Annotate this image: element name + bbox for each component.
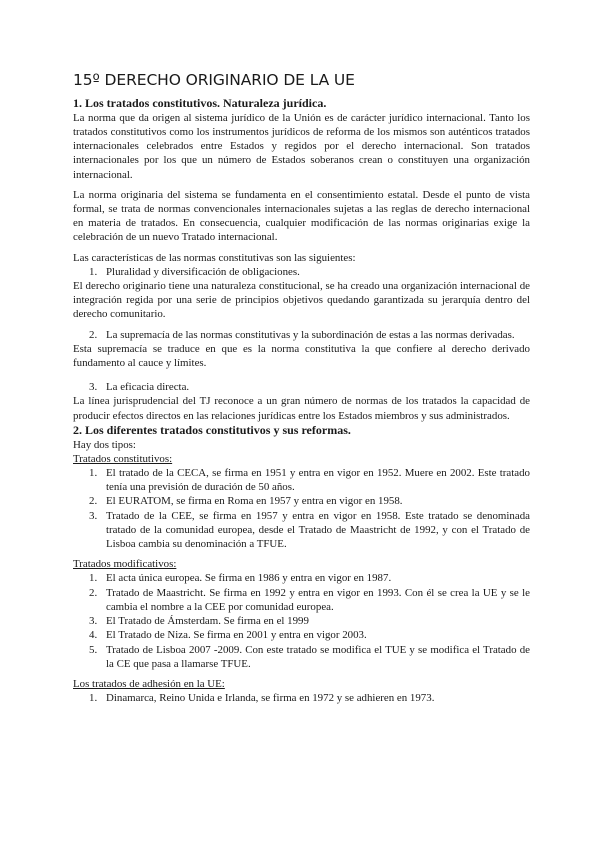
list-item-text: Dinamarca, Reino Unida e Irlanda, se firma en 1972 y se adhieren en 1973. (106, 692, 435, 705)
list-number: 1. (89, 467, 98, 480)
paragraph: La norma originaria del sistema se fundamenta en el consentimiento estatal. Desde el punto de vista formal, se trata de normas convencionales internacionales sujetas a las reglas de derecho internacional en materia de tratados. En consecuencia, cualquier modificación de las normas originarias exige la celebración de un nuevo Tratado internacional. (73, 188, 530, 244)
list-item (73, 586, 530, 614)
section-1-heading: 1. Los tratados constitutivos. Naturaleza jurídica. (73, 96, 327, 110)
list-number: 1. (89, 265, 98, 278)
constitutivos-list (73, 466, 530, 551)
list-item (73, 614, 530, 628)
list-number: 3. (89, 615, 98, 628)
characteristics-list-3 (73, 380, 530, 394)
list-item (73, 466, 530, 494)
list-item-text: Tratado de Maastricht. Se firma en 1992 y entra en vigor en 1993. Con él se crea la UE y se le cambia el nombre a la CEE por comunidad europea. (106, 586, 530, 613)
list-item-text: El Tratado de Niza. Se firma en 2001 y entra en vigor 2003. (106, 629, 367, 642)
list-item-text: La supremacía de las normas constitutivas y la subordinación de estas a las normas derivadas. (106, 328, 515, 341)
list-number: 4. (89, 629, 98, 642)
subsection-label-adhesion: Los tratados de adhesión en la UE: (73, 677, 225, 690)
list-item (73, 571, 530, 585)
list-number: 3. (89, 381, 98, 394)
list-item (73, 494, 530, 508)
list-item-text: El acta única europea. Se firma en 1986 y entra en vigor en 1987. (106, 572, 392, 585)
list-item (73, 691, 530, 705)
adhesion-list (73, 691, 530, 705)
list-item (73, 628, 530, 642)
characteristics-list-1 (73, 265, 530, 279)
paragraph: Hay dos tipos: (73, 438, 136, 451)
list-number: 2. (89, 586, 98, 599)
list-item (73, 509, 530, 552)
subsection-label-constitutivos: Tratados constitutivos: (73, 452, 173, 465)
list-item-text: Tratado de Lisboa 2007 -2009. Con este tratado se modifica el TUE y se modifica el Tratado de la CE que pasa a llamarse TFUE. (106, 643, 530, 670)
list-item (73, 380, 530, 394)
list-item (73, 328, 530, 342)
list-item-text: La eficacia directa. (106, 381, 190, 394)
list-item-text: Tratado de la CEE, se firma en 1957 y entra en vigor en 1958. Este tratado se denominada tratado de la comunidad europea, desde el Tratado de Maastricht de 1992, y con el Tratado de Lisboa cambia su denominación a TFUE. (106, 509, 530, 551)
list-number: 5. (89, 643, 98, 656)
characteristics-list-2 (73, 328, 530, 342)
paragraph: Las características de las normas constitutivas son las siguientes: (73, 251, 356, 264)
paragraph: Esta supremacía se traduce en que es la norma constitutiva la que confiere al derecho derivado fundamento al cauce y límites. (73, 342, 530, 370)
list-number: 2. (89, 495, 98, 508)
list-number: 3. (89, 509, 98, 522)
paragraph: La norma que da origen al sistema jurídico de la Unión es de carácter jurídico internacional. Tanto los tratados constitutivos como los instrumentos jurídicos de reforma de los mismos son auténticos tratados internacionales celebrados entre Estados y regidos por el derecho internacional. Son tratados internacionales por los que un número de Estados soberanos crean o constituyen una organización internacional. (73, 111, 530, 181)
section-2-heading: 2. Los diferentes tratados constitutivos y sus reformas. (73, 422, 351, 437)
list-item-text: El Tratado de Ámsterdam. Se firma en el 1999 (106, 615, 309, 628)
list-item-text: El tratado de la CECA, se firma en 1951 y entra en vigor en 1952. Muere en 2002. Este tratado tenía una previsión de duración de 50 años. (106, 467, 530, 494)
list-item (73, 265, 530, 279)
list-number: 1. (89, 572, 98, 585)
list-number: 2. (89, 328, 98, 341)
list-item-text: El EURATOM, se firma en Roma en 1957 y entra en vigor en 1958. (106, 495, 403, 508)
list-item-text: Pluralidad y diversificación de obligaciones. (106, 265, 300, 278)
subsection-label-modificativos: Tratados modificativos: (73, 558, 177, 571)
modificativos-list (73, 571, 530, 670)
list-item (73, 643, 530, 671)
paragraph: La línea jurisprudencial del TJ reconoce a un gran número de normas de los tratados la capacidad de producir efectos directos en las relaciones jurídicas entre los Estados miembros y sus administrados. (73, 395, 530, 422)
list-number: 1. (89, 692, 98, 705)
paragraph: El derecho originario tiene una naturaleza constitucional, se ha creado una organización internacional de integración regida por una serie de principios objetivos quedando garantizada su jerarquía dentro del derecho comunitario. (73, 280, 530, 321)
page-title: 15º DERECHO ORIGINARIO DE LA UE (73, 71, 355, 89)
